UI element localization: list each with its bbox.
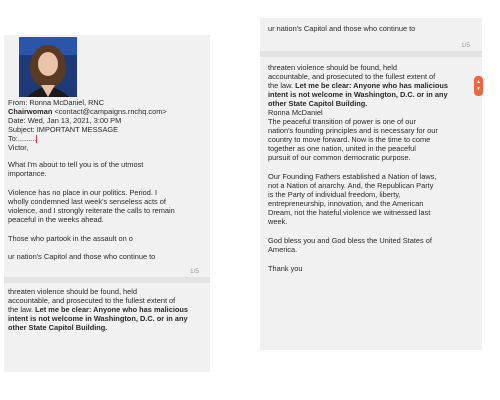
paragraph-line: ur nation's Capitol and those who continue to [268, 24, 416, 33]
paragraph-line: God bless you and God bless the United States of [268, 236, 432, 245]
chevron-up-icon: ▲ [476, 79, 481, 85]
bold-statement-line: intent is not welcome in Washington, D.C. or in any [8, 314, 188, 323]
date-line: Date: Wed, Jan 13, 2021, 3:00 PM [8, 116, 122, 125]
bold-statement: Let me be clear: Anyone who has malicious [35, 305, 189, 314]
signature-name: Ronna McDaniel [268, 108, 323, 117]
paragraph-line: is the Party of individual freedom, liberty, [268, 190, 401, 199]
paragraph-line: Dream, not the hateful violence we witnessed last [268, 208, 431, 217]
bold-statement-line: intent is not welcome in Washington, D.C. or in any [268, 90, 448, 99]
from-line: From: Ronna McDaniel, RNC [8, 98, 105, 107]
paragraph-text: the law. [268, 81, 296, 90]
paragraph-line: Those who partook in the assault on o [8, 234, 133, 243]
left-email-panel [4, 35, 210, 372]
right-email-panel [260, 18, 482, 350]
paragraph-line: America. [268, 245, 298, 254]
paragraph-line: violence, and I strongly reiterate the calls to remain [8, 206, 175, 215]
paragraph-text: the law. [8, 305, 36, 314]
closing-line: Thank you [268, 264, 303, 273]
paragraph-line: peaceful in the weeks ahead. [8, 215, 104, 224]
chairwoman-label: Chairwoman [8, 107, 53, 116]
to-line[interactable] [8, 134, 37, 143]
paragraph-line: What I'm about to tell you is of the utmost [8, 160, 144, 169]
paragraph-line: Our Founding Fathers established a Nation of laws, [268, 172, 437, 181]
text-cursor [36, 135, 37, 143]
paragraph-line: week. [268, 217, 288, 226]
from-title-line [8, 107, 167, 116]
paragraph-line: Violence has no place in our politics. Period. I [8, 188, 157, 197]
paragraph-line: accountable, and prosecuted to the fullest extent of [8, 296, 176, 305]
paragraph-line: accountable, and prosecuted to the fullest extent of [268, 72, 436, 81]
paragraph-line: The peaceful transition of power is one of our [268, 117, 416, 126]
paragraph-line [8, 305, 188, 314]
page-divider [260, 51, 482, 57]
paragraph-line: threaten violence should be found, held [268, 63, 398, 72]
chevron-down-icon: ▼ [476, 86, 481, 92]
sender-photo [19, 37, 77, 97]
paragraph-line [268, 81, 448, 90]
paragraph-line: pursuit of our common democratic purpose. [268, 153, 411, 162]
scroll-handle[interactable] [474, 76, 483, 96]
paragraph-line: nation's founding principles and is necessary for our [268, 126, 438, 135]
greeting: Victor, [8, 143, 29, 152]
paragraph-line: country to move forward. Now is the time to come [268, 135, 431, 144]
paragraph-line: entrepreneurship, innovation, and the American [268, 199, 424, 208]
bold-statement-line: other State Capitol Building. [8, 323, 108, 332]
subject-line: Subject: IMPORTANT MESSAGE [8, 125, 119, 134]
page-indicator: 1/5 [190, 268, 200, 275]
paragraph-line: ur nation's Capitol and those who continue to [8, 252, 156, 261]
paragraph-line: threaten violence should be found, held [8, 287, 138, 296]
paragraph-line: together as one nation, united in the peaceful [268, 144, 416, 153]
bold-statement: Let me be clear: Anyone who has malicious [295, 81, 449, 90]
page-divider [4, 277, 210, 283]
bold-statement-line: other State Capitol Building. [268, 99, 368, 108]
sender-email[interactable]: <contact@campaigns.rnchq.com> [52, 107, 167, 116]
to-field: To:......... [8, 134, 37, 143]
paragraph-line: wholly condemned last week's senseless acts of [8, 197, 166, 206]
paragraph-line: not a Nation of anarchy. And, the Republican Party [268, 181, 434, 190]
paragraph-line: importance. [8, 169, 47, 178]
page-indicator: 1/5 [461, 42, 471, 49]
